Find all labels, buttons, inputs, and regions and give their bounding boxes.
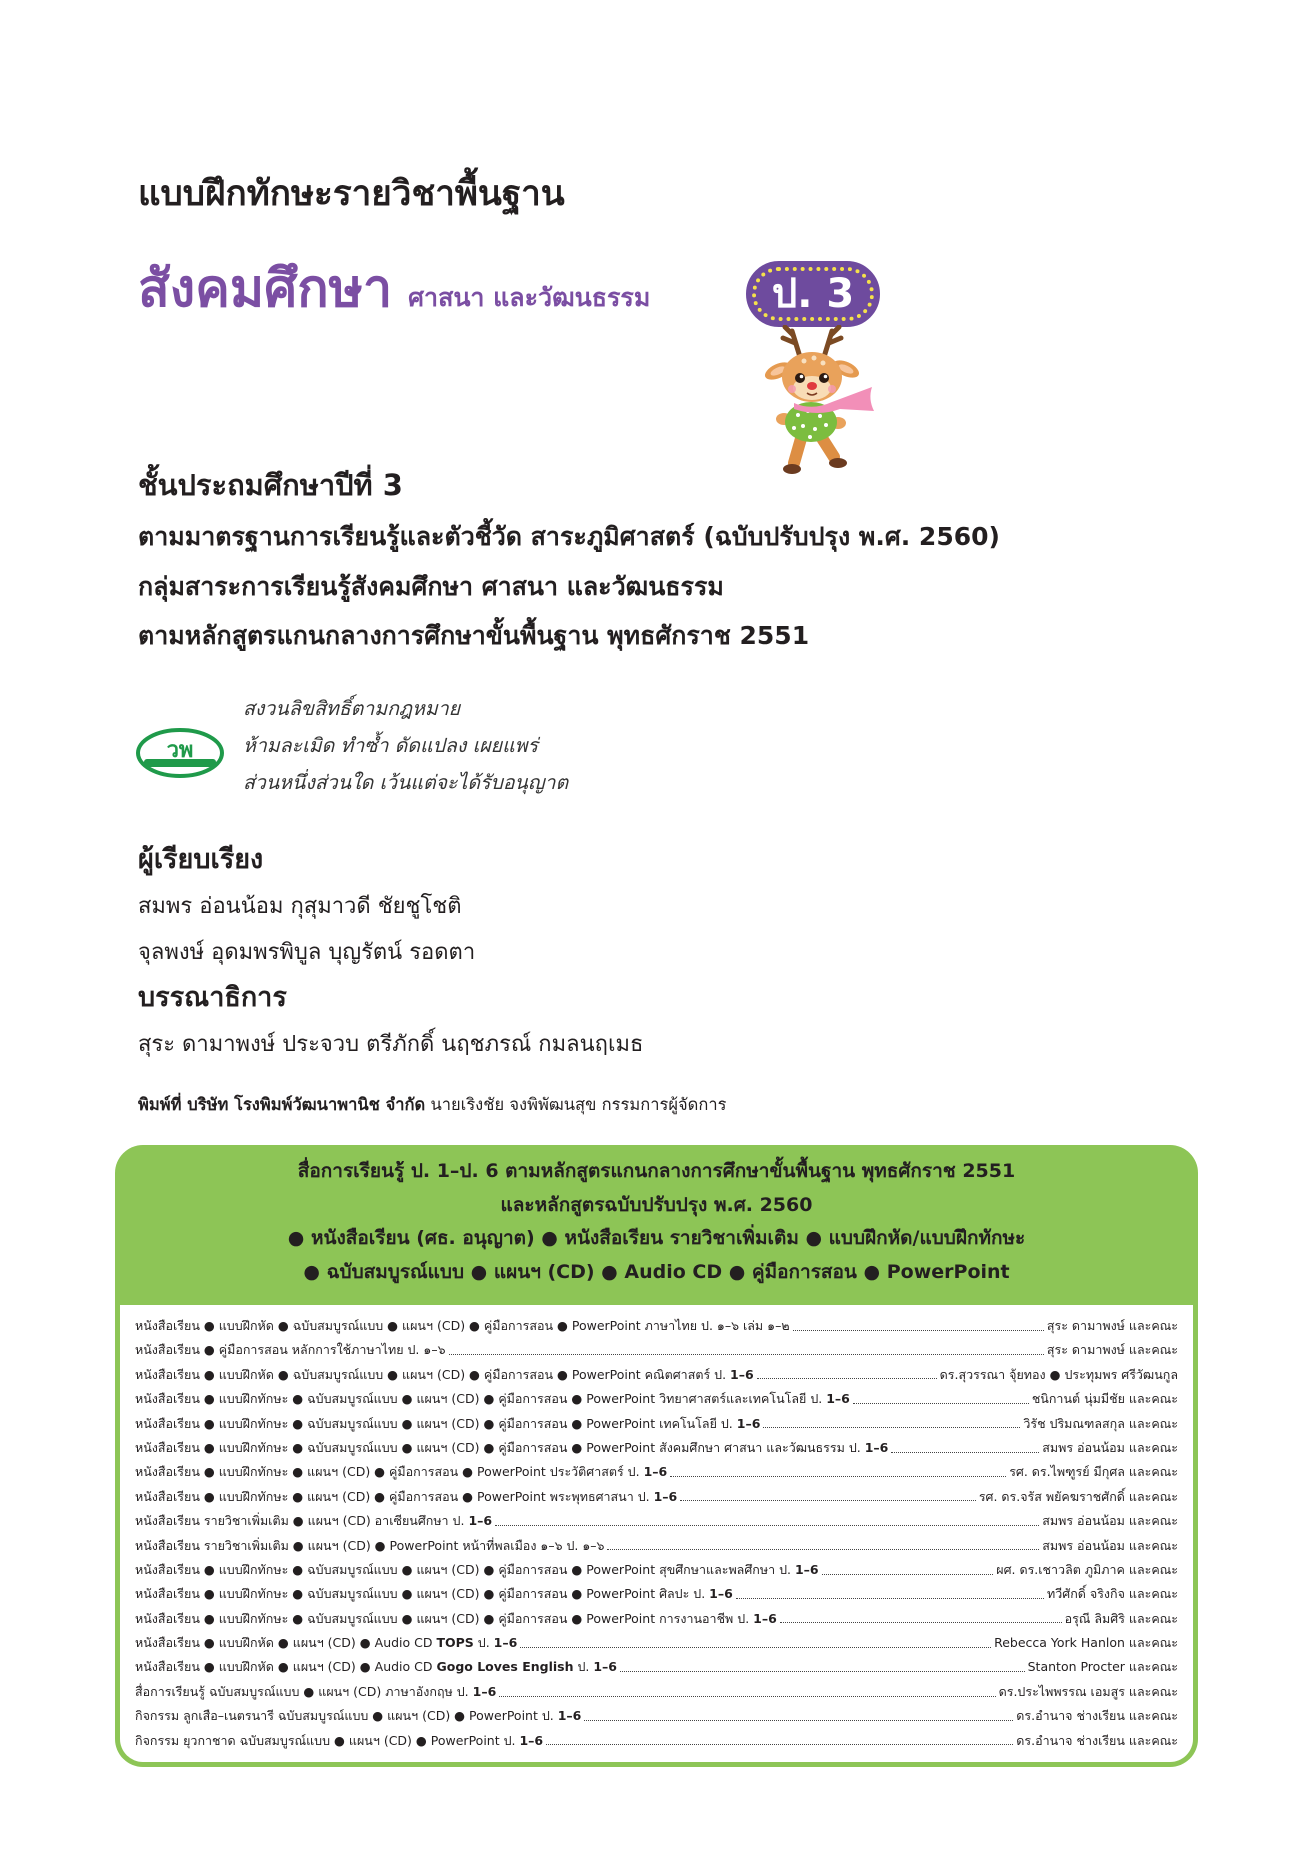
- editor-name-line: สุระ ดามาพงษ์ ประจวบ ตรีภักดิ์ นฤชภรณ์ กมลนฤเมธ: [138, 1032, 644, 1057]
- catalog-row-emphasis: 1–6: [794, 1561, 819, 1577]
- catalog-row-emphasis: 1–6: [593, 1659, 617, 1675]
- dot-leader: [584, 1720, 1013, 1721]
- dot-leader: [449, 1354, 1044, 1355]
- catalog-row-emphasis: 1–6: [472, 1683, 497, 1699]
- catalog-row-text: หนังสือเรียน ● แบบฝึกหัด ● แผนฯ (CD) ● Audio CD: [135, 1659, 437, 1675]
- catalog-row-author: ผศ. ดร.เชาวลิต ภูมิภาค และคณะ: [996, 1561, 1178, 1577]
- publisher-logo-icon: [136, 728, 224, 778]
- catalog-row-emphasis: TOPS: [436, 1635, 474, 1651]
- catalog-row: [135, 1680, 1178, 1704]
- catalog-row: [135, 1704, 1178, 1728]
- dot-leader: [780, 1622, 1062, 1623]
- catalog-row-author: สมพร อ่อนน้อม และคณะ: [1042, 1513, 1178, 1529]
- subject-title-row: [138, 256, 650, 322]
- catalog-row-title: [135, 1680, 496, 1704]
- catalog-row-text: หนังสือเรียน ● แบบฝึกทักษะ ● ฉบับสมบูรณ์แบบ ● แผนฯ (CD) ● คู่มือการสอน ● PowerPoint วิทยาศาสตร์และเทคโนโลยี ป.: [135, 1391, 827, 1407]
- catalog-row-text: ป.: [473, 1635, 494, 1651]
- catalog-header-line: สื่อการเรียนรู้ ป. 1–ป. 6 ตามหลักสูตรแกนกลางการศึกษาขั้นพื้นฐาน พุทธศักราช 2551: [297, 1160, 1016, 1182]
- catalog-row-title: [135, 1363, 754, 1387]
- catalog-row-title: [135, 1558, 819, 1582]
- catalog-row: [135, 1338, 1178, 1362]
- dot-leader: [620, 1671, 1025, 1672]
- copyright-line: ส่วนหนึ่งส่วนใด เว้นแต่จะได้รับอนุญาต: [243, 771, 569, 794]
- catalog-row-emphasis: 1–6: [468, 1513, 493, 1529]
- catalog-row-author: ทวีศักดิ์ จริงกิจ และคณะ: [1047, 1586, 1178, 1602]
- dot-leader: [763, 1427, 1020, 1428]
- catalog-row: [135, 1363, 1178, 1387]
- catalog-row-author: อรุณี ลิมศิริ และคณะ: [1064, 1610, 1178, 1626]
- catalog-header-line: ● ฉบับสมบูรณ์แบบ ● แผนฯ (CD) ● Audio CD ● คู่มือการสอน ● PowerPoint: [303, 1260, 1010, 1283]
- grade-badge: [746, 261, 880, 327]
- catalog-row-author: ดร.อำนาจ ช่างเรียน และคณะ: [1016, 1708, 1178, 1724]
- grade-badge-label: ป. 3: [771, 271, 855, 317]
- catalog-row-text: กิจกรรม ลูกเสือ–เนตรนารี ฉบับสมบูรณ์แบบ ● แผนฯ (CD) ● PowerPoint ป.: [135, 1708, 558, 1724]
- catalog-row-author: สมพร อ่อนน้อม และคณะ: [1042, 1537, 1178, 1553]
- catalog-row-emphasis: 1–6: [557, 1708, 582, 1724]
- compilers-names: [138, 884, 475, 976]
- catalog-row: [135, 1314, 1178, 1338]
- compiler-name-line: จุลพงษ์ อุดมพรพิบูล บุญรัตน์ รอดตา: [138, 940, 476, 965]
- printer-line: [138, 1093, 727, 1117]
- catalog-row-emphasis: Gogo Loves English: [436, 1659, 574, 1675]
- catalog-row-text: ป.: [573, 1659, 594, 1675]
- printer-manager: นายเริงชัย จงพิพัฒนสุข กรรมการผู้จัดการ: [430, 1095, 727, 1114]
- catalog-row-author: วิรัช ปริมณฑลสกุล และคณะ: [1023, 1415, 1178, 1431]
- dot-leader: [757, 1378, 937, 1379]
- catalog-row-text: หนังสือเรียน ● คู่มือการสอน หลักการใช้ภาษาไทย ป. ๑–๖: [135, 1342, 446, 1358]
- catalog-row-title: [135, 1485, 677, 1509]
- catalog-row-title: [135, 1631, 517, 1655]
- catalog-row-text: หนังสือเรียน ● แบบฝึกทักษะ ● ฉบับสมบูรณ์แบบ ● แผนฯ (CD) ● คู่มือการสอน ● PowerPoint เทคโนโลยี ป.: [135, 1415, 737, 1431]
- catalog-row-author: Rebecca York Hanlon และคณะ: [994, 1635, 1178, 1651]
- catalog-row-author: สุระ ดามาพงษ์ และคณะ: [1046, 1342, 1178, 1358]
- catalog-row-author: Stanton Procter และคณะ: [1027, 1659, 1178, 1675]
- catalog-row: [135, 1412, 1178, 1436]
- catalog-row: [135, 1655, 1178, 1679]
- catalog-row-text: หนังสือเรียน ● แบบฝึกหัด ● ฉบับสมบูรณ์แบบ ● แผนฯ (CD) ● คู่มือการสอน ● PowerPoint ภาษาไทย ป. ๑–๖ เล่ม ๑–๒: [135, 1318, 790, 1333]
- dot-leader: [670, 1476, 1006, 1477]
- editors-names: [138, 1023, 643, 1067]
- compiler-name-line: สมพร อ่อนน้อม กุสุมาวดี ชัยชูโชติ: [138, 894, 462, 919]
- dot-leader: [853, 1403, 1029, 1404]
- catalog-header-line: และหลักสูตรฉบับปรับปรุง พ.ศ. 2560: [500, 1193, 813, 1216]
- catalog-row-emphasis: 1–6: [864, 1439, 889, 1455]
- editors-heading: บรรณาธิการ: [138, 982, 287, 1013]
- catalog-row-text: หนังสือเรียน ● แบบฝึกทักษะ ● ฉบับสมบูรณ์แบบ ● แผนฯ (CD) ● คู่มือการสอน ● PowerPoint การงานอาชีพ ป.: [135, 1610, 754, 1626]
- catalog-row-emphasis: 1–6: [826, 1391, 850, 1407]
- catalog-row-title: [135, 1704, 581, 1728]
- catalog-list: [120, 1305, 1193, 1762]
- catalog-row: [135, 1387, 1178, 1411]
- compilers-heading: ผู้เรียบเรียง: [138, 844, 264, 875]
- catalog-row-emphasis: 1–6: [709, 1586, 733, 1602]
- catalog-row-emphasis: 1–6: [519, 1732, 544, 1748]
- catalog-row-author: รศ. ดร.จรัส พยัคฆราชศักดิ์ และคณะ: [978, 1488, 1178, 1504]
- standard-line: กลุ่มสาระการเรียนรู้สังคมศึกษา ศาสนา และวัฒนธรรม: [138, 571, 724, 601]
- catalog-row-author: ดร.ประไพพรรณ เอมสูร และคณะ: [998, 1683, 1178, 1699]
- printer-label: พิมพ์ที่ บริษัท โรงพิมพ์วัฒนาพานิช จำกัด: [138, 1095, 426, 1114]
- catalog-row: [135, 1631, 1178, 1655]
- catalog-row: [135, 1509, 1178, 1533]
- catalog-row-author: สมพร อ่อนน้อม และคณะ: [1042, 1439, 1178, 1455]
- catalog-row-text: หนังสือเรียน ● แบบฝึกทักษะ ● ฉบับสมบูรณ์แบบ ● แผนฯ (CD) ● คู่มือการสอน ● PowerPoint ศิลปะ ป.: [135, 1586, 710, 1602]
- catalog-row-title: [135, 1412, 760, 1436]
- copyright-notice: [243, 690, 568, 801]
- catalog-row-emphasis: 1–6: [730, 1366, 754, 1382]
- dot-leader: [546, 1744, 1013, 1745]
- catalog-row-text: หนังสือเรียน ● แบบฝึกทักษะ ● ฉบับสมบูรณ์แบบ ● แผนฯ (CD) ● คู่มือการสอน ● PowerPoint สุขศึกษาและพลศึกษา ป.: [135, 1561, 795, 1577]
- dot-leader: [520, 1647, 991, 1648]
- catalog-row-text: หนังสือเรียน รายวิชาเพิ่มเติม ● แผนฯ (CD) อาเซียนศึกษา ป.: [135, 1513, 469, 1529]
- catalog-row: [135, 1558, 1178, 1582]
- catalog-header: [115, 1155, 1198, 1289]
- svg-text:วพ: วพ: [166, 738, 194, 763]
- catalog-row-emphasis: 1–6: [653, 1488, 678, 1504]
- catalog-row-author: รศ. ดร.ไพฑูรย์ มีกุศล และคณะ: [1009, 1464, 1178, 1480]
- dot-leader: [736, 1598, 1044, 1599]
- subject-title: สังคมศึกษา: [138, 259, 393, 319]
- dot-leader: [793, 1330, 1044, 1331]
- catalog-row: [135, 1729, 1178, 1753]
- catalog-row-title: [135, 1655, 617, 1679]
- curriculum-standards: [138, 512, 1000, 661]
- catalog-row-author: ดร.อำนาจ ช่างเรียน และคณะ: [1016, 1732, 1178, 1748]
- catalog-row: [135, 1436, 1178, 1460]
- catalog-row-title: [135, 1338, 446, 1362]
- standard-line: ตามมาตรฐานการเรียนรู้และตัวชี้วัด สาระภูมิศาสตร์ (ฉบับปรับปรุง พ.ศ. 2560): [138, 522, 1000, 551]
- catalog-row-title: [135, 1534, 604, 1558]
- standard-line: ตามหลักสูตรแกนกลางการศึกษาขั้นพื้นฐาน พุทธศักราช 2551: [138, 621, 810, 650]
- dot-leader: [495, 1525, 1039, 1526]
- catalog-row-text: หนังสือเรียน รายวิชาเพิ่มเติม ● แผนฯ (CD) ● PowerPoint หน้าที่พลเมือง ๑–๖ ป. ๑–๖: [135, 1537, 605, 1553]
- copyright-line: สงวนลิขสิทธิ์ตามกฎหมาย: [243, 697, 461, 720]
- dot-leader: [891, 1452, 1039, 1453]
- series-title: แบบฝึกทักษะรายวิชาพื้นฐาน: [138, 174, 565, 214]
- catalog-row-title: [135, 1314, 790, 1338]
- deer-mascot-icon: [748, 325, 878, 477]
- catalog-row-text: หนังสือเรียน ● แบบฝึกทักษะ ● แผนฯ (CD) ● คู่มือการสอน ● PowerPoint ประวัติศาสตร์ ป.: [135, 1464, 644, 1480]
- catalog-row-text: หนังสือเรียน ● แบบฝึกทักษะ ● แผนฯ (CD) ● คู่มือการสอน ● PowerPoint พระพุทธศาสนา ป.: [135, 1488, 654, 1504]
- catalog-box: [115, 1145, 1198, 1767]
- dot-leader: [607, 1549, 1039, 1550]
- catalog-row-emphasis: 1–6: [753, 1610, 777, 1626]
- catalog-row: [135, 1607, 1178, 1631]
- copyright-line: ห้ามละเมิด ทำซ้ำ ดัดแปลง เผยแพร่: [243, 734, 539, 757]
- catalog-row-title: [135, 1460, 667, 1484]
- catalog-row-title: [135, 1729, 543, 1753]
- catalog-header-line: ● หนังสือเรียน (ศธ. อนุญาต) ● หนังสือเรียน รายวิชาเพิ่มเติม ● แบบฝึกหัด/แบบฝึกทักษะ: [287, 1227, 1026, 1249]
- catalog-row-author: ดร.สุวรรณา จุ้ยทอง ● ประทุมพร ศรีวัฒนกูล: [939, 1366, 1178, 1382]
- catalog-row-author: ชนิกานต์ นุ่มมีชัย และคณะ: [1031, 1391, 1178, 1407]
- catalog-row-emphasis: 1–6: [736, 1415, 761, 1431]
- dot-leader: [499, 1696, 995, 1697]
- catalog-row-title: [135, 1436, 888, 1460]
- catalog-row-text: กิจกรรม ยุวกาชาด ฉบับสมบูรณ์แบบ ● แผนฯ (CD) ● PowerPoint ป.: [135, 1732, 520, 1748]
- catalog-row-emphasis: 1–6: [493, 1635, 518, 1651]
- catalog-row: [135, 1582, 1178, 1606]
- dot-leader: [680, 1500, 976, 1501]
- catalog-row-title: [135, 1509, 492, 1533]
- catalog-row-text: หนังสือเรียน ● แบบฝึกทักษะ ● ฉบับสมบูรณ์แบบ ● แผนฯ (CD) ● คู่มือการสอน ● PowerPoint สังคมศึกษา ศาสนา และวัฒนธรรม ป.: [135, 1439, 865, 1455]
- grade-line: ชั้นประถมศึกษาปีที่ 3: [138, 468, 403, 502]
- catalog-row: [135, 1485, 1178, 1509]
- dot-leader: [822, 1574, 994, 1575]
- catalog-row-title: [135, 1582, 733, 1606]
- subject-subtitle: ศาสนา และวัฒนธรรม: [408, 283, 651, 312]
- catalog-row-text: หนังสือเรียน ● แบบฝึกหัด ● แผนฯ (CD) ● Audio CD: [135, 1635, 437, 1651]
- catalog-row-emphasis: 1–6: [643, 1464, 668, 1480]
- catalog-row-author: สุระ ดามาพงษ์ และคณะ: [1046, 1318, 1178, 1333]
- catalog-row-title: [135, 1387, 850, 1411]
- catalog-row: [135, 1534, 1178, 1558]
- catalog-row-title: [135, 1607, 777, 1631]
- catalog-row-text: หนังสือเรียน ● แบบฝึกหัด ● ฉบับสมบูรณ์แบบ ● แผนฯ (CD) ● คู่มือการสอน ● PowerPoint คณิตศาสตร์ ป.: [135, 1366, 731, 1382]
- catalog-row-text: สื่อการเรียนรู้ ฉบับสมบูรณ์แบบ ● แผนฯ (CD) ภาษาอังกฤษ ป.: [135, 1683, 473, 1699]
- catalog-row: [135, 1460, 1178, 1484]
